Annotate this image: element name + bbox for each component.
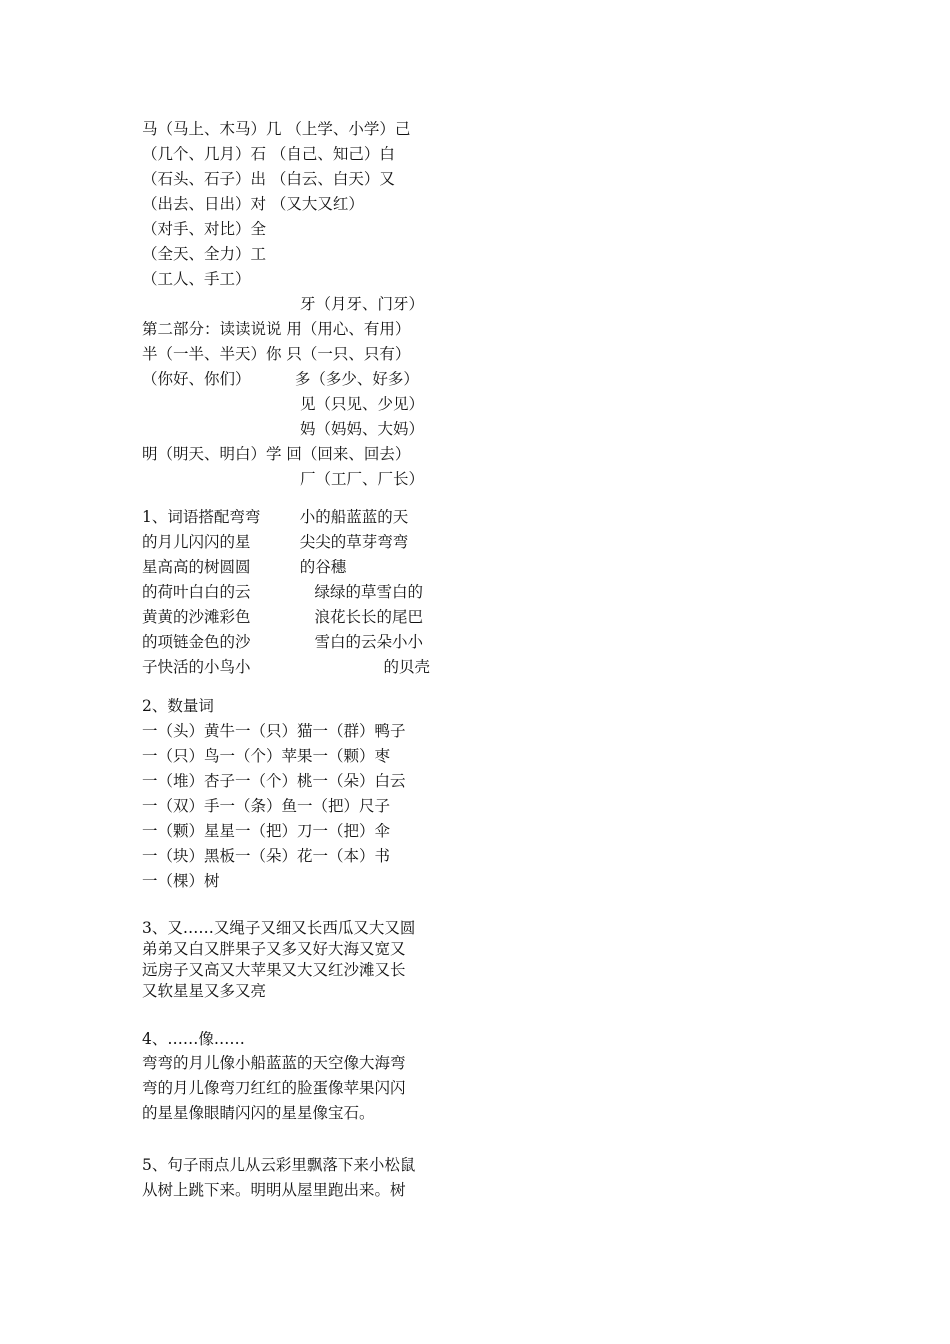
section1-line: 1、词语搭配弯弯 小的船蓝蓝的天	[142, 508, 409, 526]
part1-line: 厂（工厂、厂长）	[300, 470, 425, 488]
section3-line: 又软星星又多又亮	[142, 982, 267, 1000]
section1-line: 黄黄的沙滩彩色 浪花长长的尾巴	[142, 608, 424, 626]
section4-line: 的星星像眼睛闪闪的星星像宝石。	[142, 1104, 375, 1122]
section1-line: 的项链金色的沙 雪白的云朵小小	[142, 633, 424, 651]
part1-line: （对手、对比）全	[142, 220, 267, 238]
section3-line: 远房子又高又大苹果又大又红沙滩又长	[142, 961, 406, 979]
section3-line: 弟弟又白又胖果子又多又好大海又宽又	[142, 940, 406, 958]
section2-line: 一（双）手一（条）鱼一（把）尺子	[142, 797, 391, 815]
section1-line: 星高高的树圆圆 的谷穗	[142, 558, 347, 576]
section1-line: 子快活的小鸟小 的贝壳	[142, 658, 431, 676]
part1-line: 马（马上、木马）几 （上学、小学）己	[142, 120, 411, 138]
section2-line: 一（颗）星星一（把）刀一（把）伞	[142, 822, 391, 840]
section2-line: 一（只）鸟一（个）苹果一（颗）枣	[142, 747, 391, 765]
part1-line: （你好、你们） 多（多少、好多）	[142, 370, 419, 388]
part1-line: （全天、全力）工	[142, 245, 267, 263]
section2-line: 一（块）黑板一（朵）花一（本）书	[142, 847, 391, 865]
part1-line: 见（只见、少见）	[300, 395, 425, 413]
section5-line: 5、句子雨点儿从云彩里飘落下来小松鼠	[142, 1156, 416, 1174]
part1-line: 第二部分：读读说说 用（用心、有用）	[142, 320, 411, 338]
section5-line: 从树上跳下来。明明从屋里跑出来。树	[142, 1181, 406, 1199]
section4-line: 弯的月儿像弯刀红红的脸蛋像苹果闪闪	[142, 1079, 406, 1097]
section2-line: 一（棵）树	[142, 872, 220, 890]
part1-line: 牙（月牙、门牙）	[300, 295, 425, 313]
part1-line: （石头、石子）出 （白云、白天）又	[142, 170, 395, 188]
section1-line: 的月儿闪闪的星 尖尖的草芽弯弯	[142, 533, 409, 551]
part1-line: （出去、日出）对 （又大又红）	[142, 195, 364, 213]
part1-line: 半（一半、半天）你 只（一只、只有）	[142, 345, 411, 363]
section4-line: 弯弯的月儿像小船蓝蓝的天空像大海弯	[142, 1054, 406, 1072]
section4-heading: 4、……像……	[142, 1030, 245, 1048]
part1-line: （工人、手工）	[142, 270, 251, 288]
section1-line: 的荷叶白白的云 绿绿的草雪白的	[142, 583, 424, 601]
section2-line: 一（头）黄牛一（只）猫一（群）鸭子	[142, 722, 406, 740]
section2-line: 一（堆）杏子一（个）桃一（朵）白云	[142, 772, 406, 790]
part1-line: 明（明天、明白）学 回（回来、回去）	[142, 445, 411, 463]
section2-heading: 2、数量词	[142, 697, 214, 715]
section3-line: 3、又……又绳子又细又长西瓜又大又圆	[142, 919, 416, 937]
part1-line: 妈（妈妈、大妈）	[300, 420, 425, 438]
part1-line: （几个、几月）石 （自己、知己）白	[142, 145, 395, 163]
